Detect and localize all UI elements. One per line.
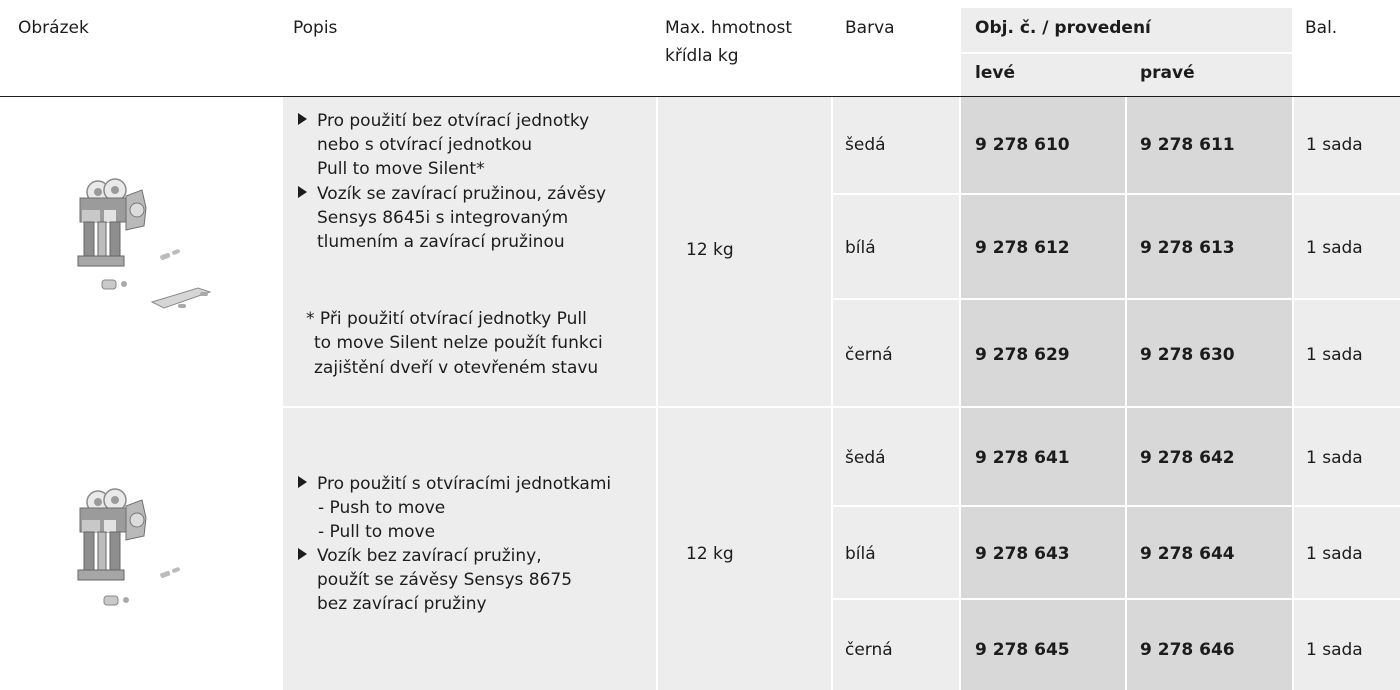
bullet-arrow-icon xyxy=(298,186,307,198)
bullet-arrow-icon xyxy=(298,476,307,488)
bullet-continuation: - Pull to move xyxy=(318,522,436,542)
bullet-continuation: použít se závěsy Sensys 8675 xyxy=(317,570,573,590)
header-max-weight-unit: křídla kg xyxy=(665,46,739,66)
bullet-continuation: nebo s otvírací jednotkou xyxy=(317,135,533,155)
footnote: * Při použití otvírací jednotky Pull xyxy=(306,309,587,329)
bullet-continuation: tlumením a zavírací pružinou xyxy=(317,232,565,252)
color-value: černá xyxy=(845,640,893,660)
color-value: šedá xyxy=(845,135,886,155)
bullet-arrow-icon xyxy=(298,548,307,560)
order-number-right: 9 278 630 xyxy=(1140,345,1235,365)
package-value: 1 sada xyxy=(1306,135,1363,155)
max-weight-value: 12 kg xyxy=(686,240,734,260)
order-number-left: 9 278 612 xyxy=(975,238,1070,258)
order-number-left: 9 278 643 xyxy=(975,544,1070,564)
order-number-left: 9 278 641 xyxy=(975,448,1070,468)
weight-cell-group-1 xyxy=(658,97,831,406)
package-value: 1 sada xyxy=(1306,448,1363,468)
header-order-number: Obj. č. / provedení xyxy=(975,18,1151,38)
header-left: levé xyxy=(975,63,1015,83)
order-number-right: 9 278 611 xyxy=(1140,135,1235,155)
bullet-continuation: - Push to move xyxy=(318,498,446,518)
order-number-right: 9 278 642 xyxy=(1140,448,1235,468)
header-color: Barva xyxy=(845,18,895,38)
header-max-weight: Max. hmotnost xyxy=(665,18,793,38)
color-value: šedá xyxy=(845,448,886,468)
bullet-item: Pro použití bez otvírací jednotky xyxy=(298,109,589,133)
bullet-continuation: Pull to move Silent* xyxy=(317,159,485,179)
header-description: Popis xyxy=(293,18,338,38)
order-number-left: 9 278 629 xyxy=(975,345,1070,365)
package-value: 1 sada xyxy=(1306,345,1363,365)
bullet-item: Vozík se zavírací pružinou, závěsy xyxy=(298,182,606,206)
product-image-sliding-carriage-no-spring xyxy=(60,480,225,620)
color-value: černá xyxy=(845,345,893,365)
bullet-item: Vozík bez zavírací pružiny, xyxy=(298,544,542,568)
header-package: Bal. xyxy=(1305,18,1338,38)
color-value: bílá xyxy=(845,544,876,564)
weight-cell-group-2 xyxy=(658,408,831,690)
max-weight-value: 12 kg xyxy=(686,544,734,564)
order-header-divider xyxy=(961,52,1292,54)
bullet-arrow-icon xyxy=(298,113,307,125)
bullet-continuation: bez zavírací pružiny xyxy=(317,594,487,614)
footnote: zajištění dveří v otevřeném stavu xyxy=(314,358,599,378)
package-value: 1 sada xyxy=(1306,544,1363,564)
bullet-continuation: Sensys 8645i s integrovaným xyxy=(317,208,569,228)
order-number-left: 9 278 610 xyxy=(975,135,1070,155)
header-rule xyxy=(0,96,1400,97)
header-right: pravé xyxy=(1140,63,1195,83)
footnote: to move Silent nelze použít funkci xyxy=(314,333,603,353)
product-image-sliding-carriage xyxy=(60,170,225,320)
bullet-item: Pro použití s otvíracími jednotkami xyxy=(298,472,611,496)
color-value: bílá xyxy=(845,238,876,258)
order-number-right: 9 278 646 xyxy=(1140,640,1235,660)
order-number-right: 9 278 644 xyxy=(1140,544,1235,564)
package-value: 1 sada xyxy=(1306,640,1363,660)
package-value: 1 sada xyxy=(1306,238,1363,258)
order-number-left: 9 278 645 xyxy=(975,640,1070,660)
order-number-right: 9 278 613 xyxy=(1140,238,1235,258)
header-image: Obrázek xyxy=(18,18,89,38)
